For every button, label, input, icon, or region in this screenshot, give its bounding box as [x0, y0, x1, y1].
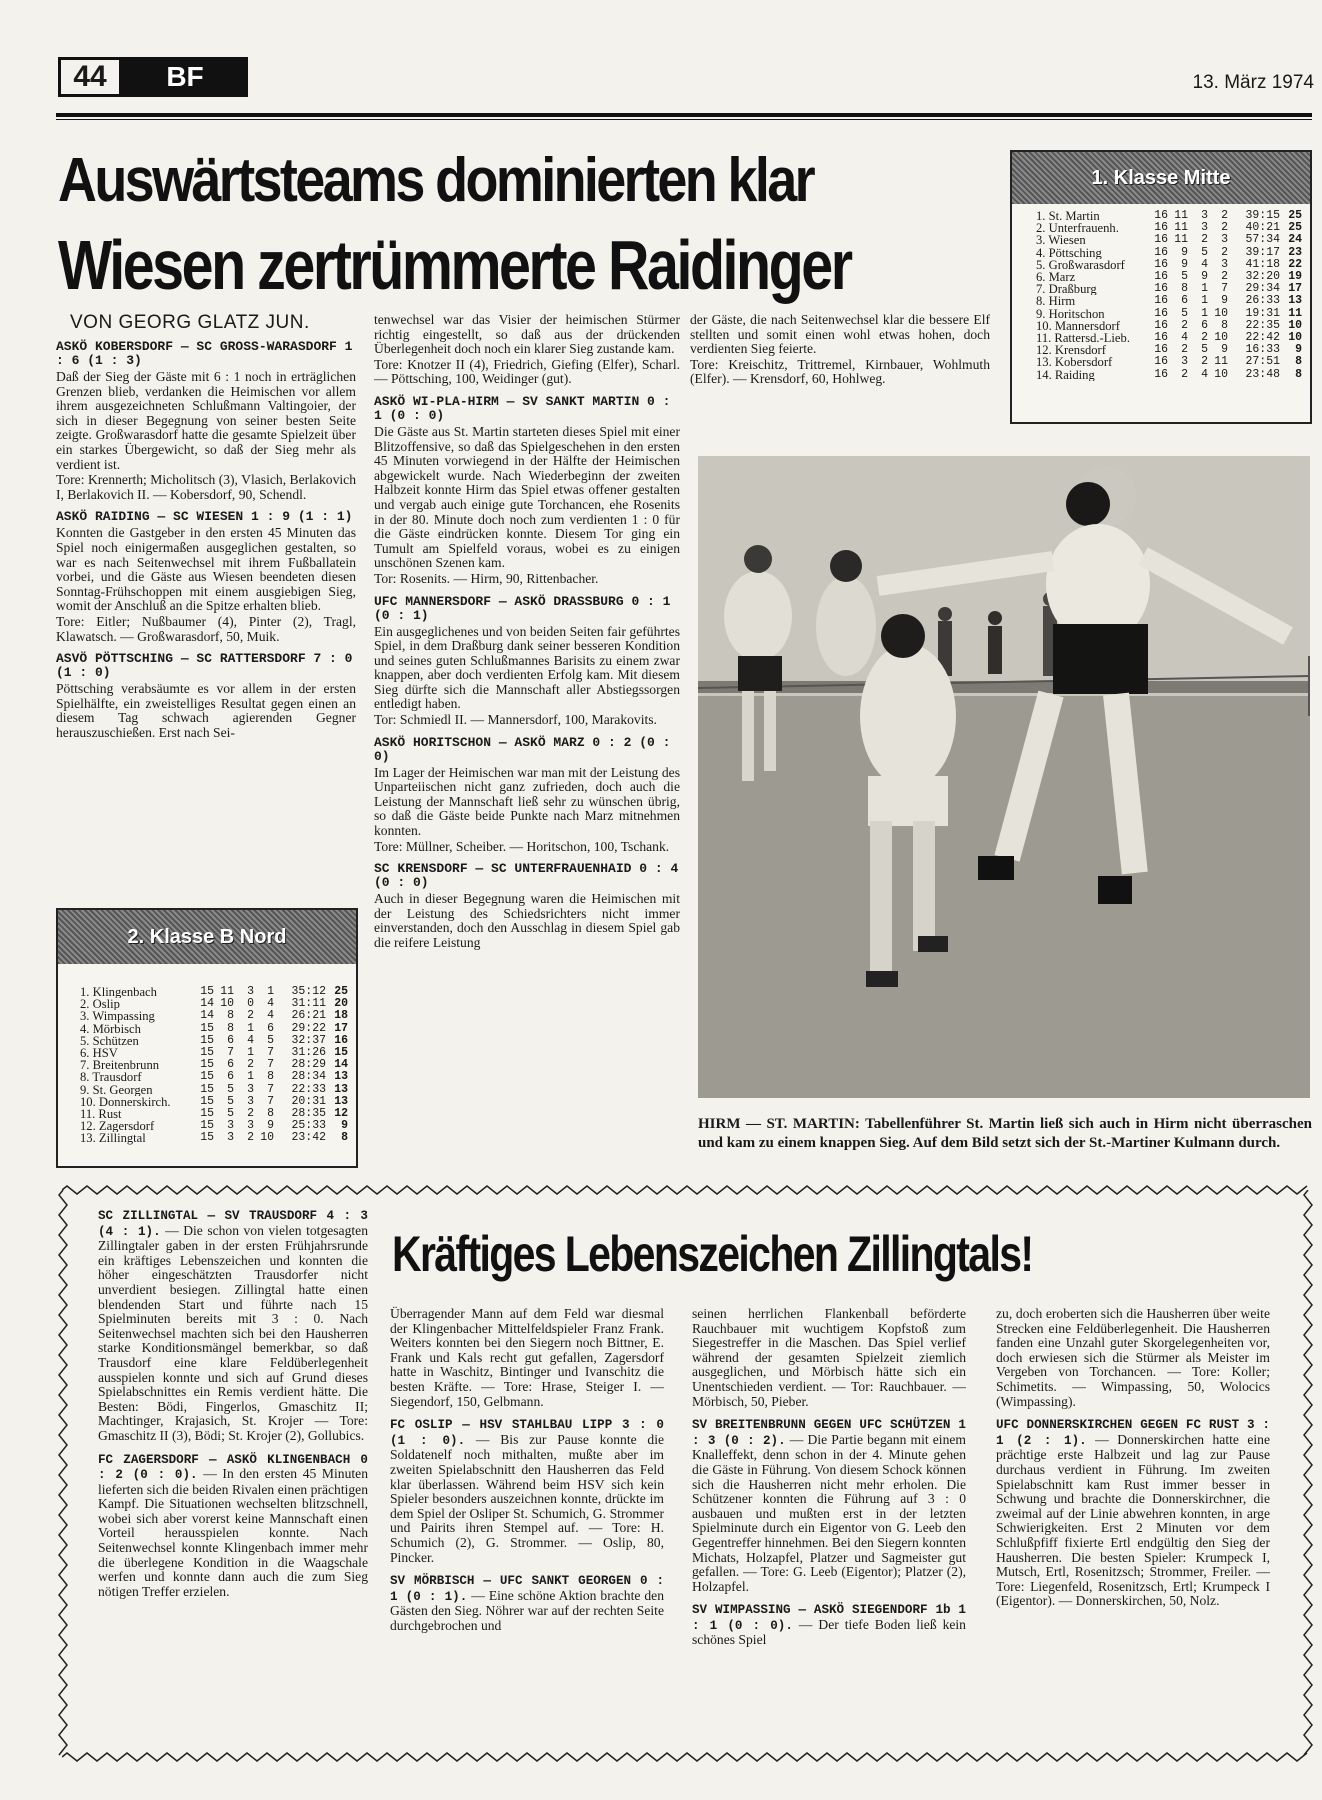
report-text: seinen herrlichen Flankenball beförderte Rauchbauer mit wuchtigem Kopfstoß zum Siegestreffer in die Maschen. Das Spiel verlief während der gesamten Spielzeit ziemlich ausgeglichen, und Mörbisch hätte sich ein Unentschieden verdient. — Tor: Rauchbauer. — Mörbisch, 50, Pieber.: [692, 1306, 966, 1409]
table-cell: 24: [1288, 233, 1302, 247]
box-border-top: [62, 1185, 1310, 1195]
paragraph: Im Lager der Heimischen war man mit der Leistung des Unparteiischen nicht ganz zufrieden, doch auch die Leistung der Mannschaft ließ sehr zu wünschen übrig, so daß die Gäste beide Punkte nach Marz mitnehmen konnten.: [374, 764, 680, 839]
paragraph: tenwechsel war das Visier der heimischen Stürmer richtig eingestellt, so daß aus der drückenden Überlegenheit doch noch ein klarer Sieg zustande kam.: [374, 312, 680, 357]
table-cell: 23:48: [1245, 367, 1280, 381]
table-cell: 5: [1201, 343, 1208, 357]
table-cell: 15: [200, 1107, 214, 1121]
table-cell: 15: [200, 985, 214, 998]
standings-table-mitte: [1010, 150, 1312, 424]
headline-line-2: Wiesen zertrümmerte Raidinger: [58, 226, 851, 304]
team-name: 14. Raiding: [1036, 368, 1095, 381]
match-heading: SV BREITENBRUNN GEGEN UFC SCHÜTZEN 1 : 3 (0 : 2).: [692, 1418, 966, 1448]
table-cell: 15: [334, 1046, 348, 1060]
table-cell: 2: [1201, 331, 1208, 345]
table-cell: 8: [1181, 282, 1188, 296]
table-cell: 31:11: [291, 997, 326, 1011]
photo-caption: [698, 1115, 1312, 1153]
football-players-image: [698, 456, 1310, 1098]
table-cell: 20: [334, 997, 348, 1011]
table-cell: 2: [1221, 221, 1228, 235]
table-cell: 6: [1201, 318, 1208, 332]
match-heading: SV MÖRBISCH — UFC SANKT GEORGEN 0 : 1 (0 : 1).: [390, 1574, 664, 1604]
table-cell: 35:12: [291, 985, 326, 998]
table-cell: 2: [247, 1058, 254, 1072]
table-cell: 4: [1181, 331, 1188, 345]
table-cell: 9: [1181, 257, 1188, 271]
table-cell: 2: [1221, 245, 1228, 259]
table-cell: 4: [1201, 367, 1208, 381]
table-cell: 13: [1288, 294, 1302, 308]
report-text: — Eine schöne Aktion brachte den Gästen den Sieg. Nöhrer war auf der rechten Seite durchgebrochen und: [390, 1587, 665, 1633]
report-text: Überragender Mann auf dem Feld war diesmal der Klingenbacher Mittelfeldspieler Franz Frank. Weiters konnten bei den Siegern noch Bittner, E. Frank und Kals recht gut gefallen, Zagersdorf hatte in Waschitz, Bintinger und Ivanschitz die besten Kräfte. — Tore: Hrase, Steiger I. — Siegendorf, 150, Gelbmann.: [390, 1306, 664, 1409]
team-name: 11. Rattersd.-Lieb.: [1036, 332, 1130, 345]
table-cell: 16: [1154, 245, 1168, 259]
table-cell: 26:21: [291, 1009, 326, 1023]
table-cell: 2: [1181, 367, 1188, 381]
report-paragraph: [692, 1307, 966, 1409]
match-photo: [698, 456, 1310, 1098]
table-row: [1036, 356, 1302, 368]
table-cell: 25: [334, 985, 348, 998]
table-cell: 17: [334, 1021, 348, 1035]
article-column-3: [690, 313, 990, 388]
headline-line-1: Auswärtsteams dominierten klar: [58, 146, 814, 215]
table-cell: 8: [227, 1021, 234, 1035]
table-cell: 9: [1181, 245, 1188, 259]
bottom-column-4: [996, 1307, 1270, 1617]
table-cell: 25:33: [291, 1119, 326, 1133]
team-name: 12. Krensdorf: [1036, 344, 1106, 357]
table-cell: 10: [260, 1131, 274, 1145]
table-cell: 39:15: [1245, 209, 1280, 222]
team-name: 9. Horitschon: [1036, 307, 1105, 320]
table-row: [1036, 247, 1302, 259]
table-cell: 25: [1288, 209, 1302, 222]
table-cell: 11: [1174, 221, 1188, 235]
report-paragraph: [996, 1417, 1270, 1609]
match-heading: SC ZILLINGTAL — SV TRAUSDORF 4 : 3 (4 : 1).: [98, 1209, 368, 1239]
team-name: 1. Klingenbach: [80, 986, 157, 999]
table-cell: 10: [220, 997, 234, 1011]
table-cell: 13: [334, 1082, 348, 1096]
table-cell: 3: [1201, 209, 1208, 222]
table-cell: 7: [267, 1046, 274, 1060]
goal-scorers: Tore: Eitler; Nußbaumer (4), Pinter (2), Tragl, Klawatsch. — Großwarasdorf, 50, Muik.: [56, 613, 356, 644]
table-row: [80, 1084, 348, 1096]
article-column-1: [56, 340, 356, 741]
bottom-column-1: [98, 1208, 368, 1607]
paragraph: Auch in dieser Begegnung waren die Heimischen mit der Leistung des Schiedsrichters nicht immer einverstanden, doch den Ausschlag in diesem Spiel gab die reifere Leistung: [374, 891, 680, 950]
table-cell: 2: [1181, 318, 1188, 332]
paragraph: Ein ausgeglichenes und von beiden Seiten fair geführtes Spiel, in dem Draßburg dank seiner besseren Kondition und seines guten Schlußmannes Barisits zu einem zwar knappen, aber doch verdienten Erfolg kam. Mit diesem Sieg dürfte sich die Mannschaft aller Abstiegssorgen entledigt haben.: [374, 623, 680, 712]
table-cell: 15: [200, 1119, 214, 1133]
table-cell: 32:20: [1245, 270, 1280, 284]
table-cell: 5: [1201, 245, 1208, 259]
table-cell: 16: [1154, 318, 1168, 332]
table-cell: 29:22: [291, 1021, 326, 1035]
table-cell: 17: [1288, 282, 1302, 296]
table-cell: 16: [1154, 343, 1168, 357]
table-cell: 28:29: [291, 1058, 326, 1072]
table-row: [1036, 308, 1302, 320]
table-cell: 11: [220, 985, 234, 998]
team-name: 13. Zillingtal: [80, 1132, 146, 1145]
team-name: 5. Schützen: [80, 1034, 139, 1048]
table-cell: 3: [1221, 257, 1228, 271]
table-cell: 6: [267, 1021, 274, 1035]
table-cell: 1: [247, 1021, 254, 1035]
table-cell: 3: [247, 1094, 254, 1108]
table-cell: 3: [1221, 233, 1228, 247]
table-cell: 2: [1221, 209, 1228, 222]
table-cell: 2: [247, 1107, 254, 1121]
table-row: [1036, 295, 1302, 307]
table-cell: 11: [1174, 209, 1188, 222]
table-cell: 8: [1295, 367, 1302, 381]
table-cell: 2: [1201, 355, 1208, 369]
caption-lead: HIRM — ST. MARTIN:: [698, 1116, 860, 1132]
table-cell: 5: [1181, 270, 1188, 284]
table-cell: 22:33: [291, 1082, 326, 1096]
match-heading: FC OSLIP — HSV STAHLBAU LIPP 3 : 0 (1 : 0).: [390, 1418, 664, 1448]
table-cell: 2: [1201, 233, 1208, 247]
table-cell: 25: [1288, 221, 1302, 235]
box-border-bottom: [62, 1752, 1310, 1762]
report-paragraph: [996, 1307, 1270, 1409]
match-heading: FC ZAGERSDORF — ASKÖ KLINGENBACH 0 : 2 (0 : 0).: [98, 1452, 368, 1483]
match-heading: ASVÖ PÖTTSCHING — SC RATTERSDORF 7 : 0 (1 : 0): [56, 651, 353, 681]
table-cell: 9: [1201, 270, 1208, 284]
team-name: 5. Großwarasdorf: [1036, 258, 1125, 272]
table-cell: 4: [247, 1033, 254, 1047]
team-name: 3. Wiesen: [1036, 234, 1086, 247]
table-cell: 15: [200, 1094, 214, 1108]
team-name: 10. Mannersdorf: [1036, 319, 1120, 333]
table-cell: 5: [227, 1094, 234, 1108]
table-cell: 22:35: [1245, 318, 1280, 332]
table-cell: 6: [1181, 294, 1188, 308]
table-cell: 2: [1181, 343, 1188, 357]
caption-text: Tabellenführer St. Martin ließ sich auch in Hirm nicht überraschen und kam zu einem knappen Sieg. Auf dem Bild setzt sich der St.-Martiner Kulmann durch.: [698, 1116, 1313, 1151]
table-title: 1. Klasse Mitte: [1012, 152, 1310, 204]
goal-scorers: Tore: Kreischitz, Trittremel, Kirnbauer, Wohlmuth (Elfer). — Krensdorf, 60, Hohlweg.: [690, 356, 990, 387]
bottom-column-2: [390, 1307, 664, 1641]
section-label: BF: [122, 57, 248, 97]
report-text: — Die Partie begann mit einem Knalleffekt, denn schon in der 4. Minute gehen die Gäste in Führung. Von diesem Schock können sich die Hausherren nicht mehr erholen. Die Schützener konnten die Führung auf 3 : 0 ausbauen und mußten erst in der letzten Spielminute durch ein Eigentor von G. Leeb den Gegentreffer hinnehmen. Bei den Siegern konnten Michats, Holzapfel, Platzer und Sagmeister gut gefallen. — Tore: G. Leeb (Eigentor); Platzer (2), Holzapfel.: [692, 1431, 966, 1594]
table-cell: 15: [200, 1131, 214, 1145]
table-row: [1036, 234, 1302, 246]
team-name: 12. Zagersdorf: [80, 1120, 155, 1133]
table-cell: 15: [200, 1046, 214, 1060]
table-cell: 15: [200, 1082, 214, 1096]
table-cell: 9: [267, 1119, 274, 1133]
table-cell: 5: [227, 1082, 234, 1096]
team-name: 8. Trausdorf: [80, 1071, 142, 1084]
table-cell: 8: [1221, 318, 1228, 332]
table-cell: 16: [1154, 257, 1168, 271]
header-rule: [56, 113, 1312, 117]
table-cell: 41:18: [1245, 257, 1280, 271]
table-cell: 6: [227, 1033, 234, 1047]
table-cell: 11: [1174, 233, 1188, 247]
article-column-2: [374, 313, 680, 952]
table-cell: 15: [200, 1070, 214, 1084]
report-paragraph: [692, 1417, 966, 1594]
table-cell: 16: [1154, 294, 1168, 308]
table-cell: 16: [1154, 209, 1168, 222]
team-name: 6. HSV: [80, 1047, 118, 1060]
table-cell: 1: [1201, 294, 1208, 308]
team-name: 3. Wimpassing: [80, 1010, 155, 1023]
report-text: — Der tiefe Boden ließ kein schönes Spiel: [692, 1616, 966, 1648]
table-cell: 9: [1221, 343, 1228, 357]
table-cell: 14: [200, 1009, 214, 1023]
table-cell: 19: [1288, 270, 1302, 284]
table-cell: 16: [1154, 282, 1168, 296]
table-cell: 16: [1154, 355, 1168, 369]
goal-scorers: Tore: Müllner, Scheiber. — Horitschon, 100, Tschank.: [374, 838, 670, 854]
table-cell: 16: [1154, 306, 1168, 320]
table-cell: 39:17: [1245, 245, 1280, 259]
team-name: 2. Oslip: [80, 998, 120, 1011]
table-cell: 10: [1288, 318, 1302, 332]
table-cell: 4: [267, 997, 274, 1011]
table-cell: 29:34: [1245, 282, 1280, 296]
table-cell: 40:21: [1245, 221, 1280, 235]
table-cell: 28:35: [291, 1107, 326, 1121]
paragraph: Konnten die Gastgeber in den ersten 45 Minuten das Spiel noch einigermaßen ausgeglichen gestalten, so war es nach Seitenwechsel mit ihrem Fußballatein vorbei, und die Gäste aus Wiesen beendeten diesen Sonntag-Frühschoppen mit einem ausgiebigen Sieg, womit der Anschluß an die Spitze erhalten blieb.: [56, 525, 356, 614]
table-cell: 16: [1154, 367, 1168, 381]
bottom-headline: Kräftiges Lebenszeichen Zillingtals!: [392, 1226, 1033, 1282]
team-name: 6. Marz: [1036, 271, 1076, 284]
table-cell: 2: [1221, 270, 1228, 284]
table-cell: 7: [1221, 282, 1228, 296]
report-paragraph: [390, 1417, 664, 1565]
table-cell: 2: [247, 1131, 254, 1145]
match-heading: ASKÖ HORITSCHON — ASKÖ MARZ 0 : 2 (0 : 0): [374, 734, 671, 764]
paragraph: Daß der Sieg der Gäste mit 6 : 1 noch in erträglichen Grenzen blieb, verdanken die Heimischen vor allem ihrem ausgezeichneten Schlußmann Valtingoier, der sich in dieser Begegnung von seiner besten Seite zeigte. Großwarasdorf hatte die gesamte Spielzeit über ein starkes Übergewicht, so daß der Sieg mehr als verdient ist.: [56, 369, 356, 472]
table-cell: 57:34: [1245, 233, 1280, 247]
table-cell: 7: [227, 1046, 234, 1060]
table-cell: 1: [1201, 306, 1208, 320]
table-cell: 16:33: [1245, 343, 1280, 357]
table-cell: 8: [267, 1107, 274, 1121]
report-text: — Donnerskirchen hatte eine prächtige erste Halbzeit und lag zur Pause durchaus verdient in Führung. Im zweiten Spielabschnitt kam Rust immer besser in Schwung und brachte die Donnerskirchner, die zweimal auf der Linie abwehren konnten, in arge Schwierigkeiten. Erst 2 Minuten vor dem Schlußpfiff fixierte Ertl endgültig den Sieg der Hausherren. Die besten Spieler: Krumpeck I, Mutsch, Ertl, Rosenitzsch; Strommer, Freiler. — Tore: Liegenfeld, Rosenitzsch, Ertl; Krumpeck I (Eigentor). — Donnerskirchen, 50, Nolz.: [996, 1431, 1270, 1609]
table-cell: 2: [247, 1009, 254, 1023]
table-row: [80, 1010, 348, 1022]
table-cell: 3: [247, 985, 254, 998]
report-text: — In den ersten 45 Minuten lieferten sich die beiden Rivalen einen prächtigen Kampf. Die Situationen wechselten blitzschnell, wobei sich aber vorerst keine Mannschaft einen Vorteil herausspielen konnte. Nach Seitenwechsel konnte Klingenbach immer mehr die überlegene Kondition in die Waagschale werfen und konnte dann auch die zum Sieg nötigen Treffer erzielen.: [98, 1466, 368, 1599]
goal-scorers: Tor: Schmiedl II. — Mannersdorf, 100, Marakovits.: [374, 712, 657, 728]
goal-scorers: Tore: Krennerth; Micholitsch (3), Vlasich, Berlakovich I, Berlakovich II. — Kobersdorf, 90, Schendl.: [56, 472, 356, 502]
byline: VON GEORG GLATZ JUN.: [70, 312, 310, 333]
table-cell: 32:37: [291, 1033, 326, 1047]
table-title: 2. Klasse B Nord: [58, 910, 356, 964]
bottom-column-3: [692, 1307, 966, 1656]
table-cell: 20:31: [291, 1094, 326, 1108]
table-cell: 19:31: [1245, 306, 1280, 320]
table-cell: 4: [267, 1009, 274, 1023]
table-cell: 12: [334, 1107, 348, 1121]
table-cell: 16: [1154, 270, 1168, 284]
table-row: [80, 1071, 348, 1083]
report-paragraph: [390, 1573, 664, 1633]
table-cell: 3: [1201, 221, 1208, 235]
team-name: 11. Rust: [80, 1108, 122, 1121]
table-cell: 14: [200, 997, 214, 1011]
table-cell: 6: [227, 1070, 234, 1084]
table-cell: 10: [1214, 306, 1228, 320]
match-heading: ASKÖ KOBERSDORF — SC GROSS-WARASDORF 1 : 6 (1 : 3): [56, 339, 353, 368]
table-rows: [1012, 204, 1310, 381]
table-cell: 5: [1181, 306, 1188, 320]
team-name: 4. Pöttsching: [1036, 246, 1102, 259]
header-rule-thin: [56, 119, 1312, 120]
match-heading: UFC DONNERSKIRCHEN GEGEN FC RUST 3 : 1 (2 : 1).: [996, 1418, 1270, 1448]
table-cell: 18: [334, 1009, 348, 1023]
table-cell: 11: [1214, 355, 1228, 369]
report-text: zu, doch eroberten sich die Hausherren über weite Strecken eine Feldüberlegenheit. Die Hausherren fanden eine Unzahl guter Skorgelegenheiten vor, doch erwiesen sich die Stürmer als Meister im Vergeben von Torchancen. — Tore: Koller; Schimetits. — Wimpassing, 50, Wolocics (Wimpassing).: [996, 1306, 1270, 1409]
team-name: 7. Breitenbrunn: [80, 1059, 160, 1072]
table-cell: 10: [1214, 331, 1228, 345]
team-name: 4. Mörbisch: [80, 1022, 141, 1035]
box-border-left: [58, 1190, 68, 1756]
table-cell: 7: [267, 1058, 274, 1072]
table-cell: 26:33: [1245, 294, 1280, 308]
table-cell: 16: [334, 1033, 348, 1047]
page-number: 44: [58, 57, 122, 97]
match-heading: ASKÖ WI-PLA-HIRM — SV SANKT MARTIN 0 : 1 (0 : 0): [374, 393, 671, 423]
table-cell: 6: [227, 1058, 234, 1072]
table-cell: 10: [1214, 367, 1228, 381]
standings-table-nord: [56, 908, 358, 1168]
team-name: 10. Donnerskirch.: [80, 1095, 171, 1109]
goal-scorers: Tor: Rosenits. — Hirm, 90, Rittenbacher.: [374, 570, 599, 586]
table-cell: 9: [341, 1119, 348, 1133]
table-cell: 8: [267, 1070, 274, 1084]
table-cell: 23: [1288, 245, 1302, 259]
team-name: 7. Draßburg: [1036, 283, 1097, 296]
match-heading: SC KRENSDORF — SC UNTERFRAUENHAID 0 : 4 (0 : 0): [374, 861, 679, 891]
table-cell: 15: [200, 1021, 214, 1035]
table-row: [80, 1132, 348, 1144]
report-text: — Bis zur Pause konnte die Soldatenelf noch mithalten, mußte aber im zweiten Spielabschnitt den Hausherren das Feld klar überlassen. Während beim HSV sich kein Spieler besonders auszeichnen konnte, drückte im dem Spiel der Osliper St. Schumich, G. Strommer und Pairits ihren Stempel auf. — Tore: H. Schumich (2), G. Strommer. — Oslip, 80, Pincker.: [390, 1431, 665, 1565]
table-cell: 16: [1154, 331, 1168, 345]
report-text: — Die schon von vielen totgesagten Zillingtaler gaben in der ersten Frühjahrsrunde ein kräftiges Lebenszeichen und konnten die höher eingeschätzten Trausdorfer nicht unverdient besiegen. Zillingtal hatte einen blendenden Start und führte nach 15 Spielminuten bereits mit 3 : 0. Nach Seitenwechsel machten sich bei den Hausherren starke Konditionsmängel bemerkbar, so daß Trausdorf eine klare Feldüberlegenheit ausspielen konnte und sich auf Grund dieses Spielabschnittes ein Remis verdient hätte. Die Besten: Bödi, Fingerlos, Gmaschitz II; Machtinger, Krajasich, St. Krojer — Tore: Gmaschitz II (3), Bödi; St. Krojer (2), Gollubics.: [98, 1222, 368, 1443]
table-cell: 22:42: [1245, 331, 1280, 345]
goal-scorers: Tore: Knotzer II (4), Friedrich, Giefing (Elfer), Scharl. — Pöttsching, 100, Weidinger (gut).: [374, 356, 680, 387]
table-cell: 8: [227, 1009, 234, 1023]
team-name: 9. St. Georgen: [80, 1083, 153, 1096]
table-cell: 0: [247, 997, 254, 1011]
table-cell: 9: [1295, 343, 1302, 357]
table-row: [1036, 369, 1302, 381]
match-heading: SV WIMPASSING — ASKÖ SIEGENDORF 1b 1 : 1 (0 : 0).: [692, 1603, 966, 1633]
table-cell: 28:34: [291, 1070, 326, 1084]
table-cell: 5: [227, 1107, 234, 1121]
report-paragraph: [98, 1208, 368, 1444]
table-cell: 3: [247, 1119, 254, 1133]
table-cell: 23:42: [291, 1131, 326, 1145]
table-cell: 13: [334, 1094, 348, 1108]
team-name: 13. Kobersdorf: [1036, 356, 1113, 369]
paragraph: Die Gäste aus St. Martin starteten dieses Spiel mit einer Blitzoffensive, so daß das Spielgeschehen in den ersten 45 Minuten vorwiegend in der Hälfte der Heimischen abgewickelt wurde. Nach Wiederbeginn der zweiten Halbzeit konnte Hirm das Spiel etwas offener gestalten und vergab auch einige gute Torchancen, ehe Rosenits in der 80. Minute doch noch zum verdienten 1 : 0 für die Gäste eindrücken konnte. Diesem Tor ging ein Tumult am Spielfeld voraus, wobei es zu einigen unschönen Szenen kam.: [374, 423, 680, 571]
table-cell: 11: [1288, 306, 1302, 320]
table-cell: 5: [267, 1033, 274, 1047]
table-cell: 7: [267, 1082, 274, 1096]
box-border-right: [1303, 1190, 1313, 1756]
paragraph: der Gäste, die nach Seitenwechsel klar die bessere Elf stellten und somit einen wohl etwas hohen, doch verdienten Sieg feierte.: [690, 312, 990, 357]
table-cell: 3: [227, 1131, 234, 1145]
report-paragraph: [98, 1452, 368, 1600]
table-cell: 10: [1288, 331, 1302, 345]
table-cell: 1: [267, 985, 274, 998]
issue-date: 13. März 1974: [1192, 72, 1314, 93]
table-cell: 4: [1201, 257, 1208, 271]
table-cell: 1: [1201, 282, 1208, 296]
table-cell: 14: [334, 1058, 348, 1072]
match-heading: ASKÖ RAIDING — SC WIESEN 1 : 9 (1 : 1): [56, 509, 353, 525]
table-cell: 16: [1154, 221, 1168, 235]
table-cell: 15: [200, 1058, 214, 1072]
table-cell: 3: [1181, 355, 1188, 369]
table-cell: 27:51: [1245, 355, 1280, 369]
table-cell: 1: [247, 1070, 254, 1084]
table-cell: 31:26: [291, 1046, 326, 1060]
table-rows: [58, 964, 356, 1145]
table-cell: 13: [334, 1070, 348, 1084]
report-paragraph: [390, 1307, 664, 1409]
table-cell: 22: [1288, 257, 1302, 271]
table-row: [80, 1023, 348, 1035]
team-name: 2. Unterfrauenh.: [1036, 222, 1119, 235]
team-name: 8. Hirm: [1036, 295, 1076, 308]
table-cell: 3: [227, 1119, 234, 1133]
table-cell: 16: [1154, 233, 1168, 247]
team-name: 1. St. Martin: [1036, 210, 1100, 223]
table-cell: 3: [247, 1082, 254, 1096]
paragraph: Pöttsching verabsäumte es vor allem in der ersten Spielhälfte, ein zweistelliges Resultat gegen einen an diesem Tag schwach agierenden Gegner herauszuschießen. Erst nach Sei-: [56, 681, 356, 740]
table-cell: 8: [341, 1131, 348, 1145]
table-cell: 9: [1221, 294, 1228, 308]
table-cell: 7: [267, 1094, 274, 1108]
match-heading: UFC MANNERSDORF — ASKÖ DRASSBURG 0 : 1 (0 : 1): [374, 593, 671, 623]
table-cell: 1: [247, 1046, 254, 1060]
report-paragraph: [692, 1602, 966, 1648]
table-cell: 8: [1295, 355, 1302, 369]
table-cell: 15: [200, 1033, 214, 1047]
